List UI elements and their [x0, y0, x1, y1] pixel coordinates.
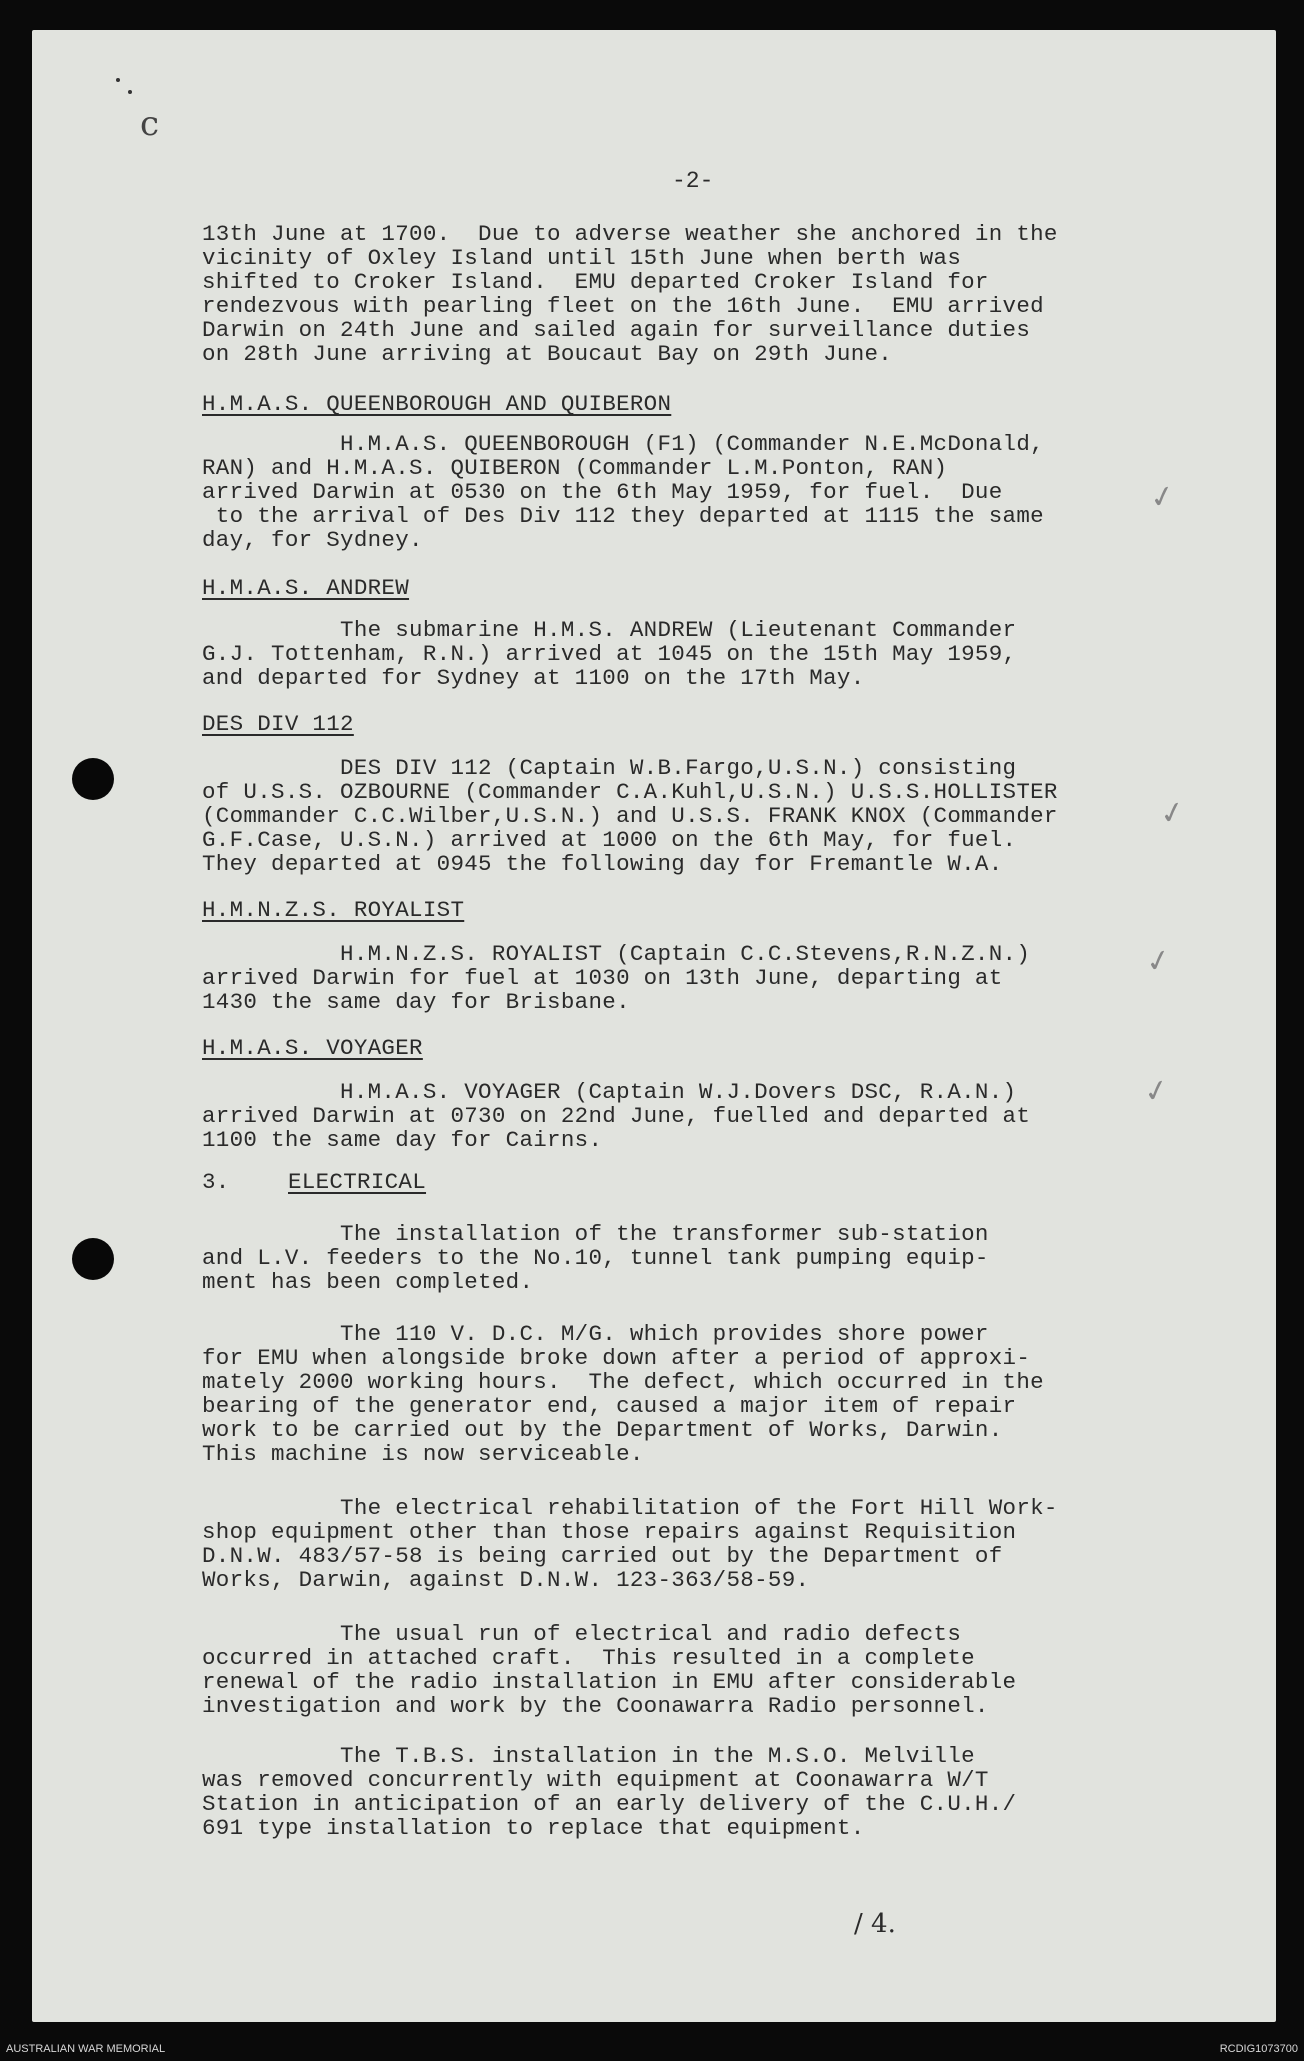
text-line: 13th June at 1700. Due to adverse weather she anchored in the — [202, 221, 1058, 247]
section-heading: H.M.A.S. ANDREW — [202, 575, 410, 601]
text-line: (Commander C.C.Wilber,U.S.N.) and U.S.S. FRANK KNOX (Commander — [202, 803, 1058, 829]
text-line: H.M.A.S. QUEENBOROUGH (F1) (Commander N.E.McDonald, — [202, 431, 1044, 457]
page-number: -2- — [672, 168, 714, 194]
text-line: 1430 the same day for Brisbane. — [202, 989, 630, 1015]
text-line: The installation of the transformer sub-station — [202, 1221, 989, 1247]
text-line: arrived Darwin at 0530 on the 6th May 1959, for fuel. Due — [202, 479, 1003, 505]
text-line: bearing of the generator end, caused a major item of repair — [202, 1393, 1017, 1419]
check-mark: ✓ — [1156, 793, 1189, 834]
text-line: work to be carried out by the Department of Works, Darwin. — [202, 1417, 1003, 1443]
text-line: They departed at 0945 the following day for Fremantle W.A. — [202, 851, 1003, 877]
text-line: 3. — [202, 1169, 230, 1195]
text-line: The usual run of electrical and radio defects — [202, 1621, 962, 1647]
section-heading: H.M.A.S. QUEENBOROUGH AND QUIBERON — [202, 391, 672, 417]
section-heading: H.M.A.S. VOYAGER — [202, 1035, 423, 1061]
text-line: rendezvous with pearling fleet on the 16th June. EMU arrived — [202, 293, 1044, 319]
text-line: arrived Darwin for fuel at 1030 on 13th June, departing at — [202, 965, 1003, 991]
footer-archive-name: AUSTRALIAN WAR MEMORIAL — [6, 2043, 166, 2055]
text-line: was removed concurrently with equipment at Coonawarra W/T — [202, 1767, 989, 1793]
text-line: vicinity of Oxley Island until 15th June when berth was — [202, 245, 962, 271]
text-line: and L.V. feeders to the No.10, tunnel tank pumping equip- — [202, 1245, 989, 1271]
check-mark: ✓ — [1146, 477, 1179, 518]
text-line: investigation and work by the Coonawarra Radio personnel. — [202, 1693, 989, 1719]
ink-dot — [116, 78, 120, 82]
text-line: This machine is now serviceable. — [202, 1441, 644, 1467]
text-line: to the arrival of Des Div 112 they departed at 1115 the same — [202, 503, 1044, 529]
text-line: Works, Darwin, against D.N.W. 123-363/58-59. — [202, 1567, 810, 1593]
section-heading: ELECTRICAL — [288, 1169, 427, 1195]
text-line: G.F.Case, U.S.N.) arrived at 1000 on the 6th May, for fuel. — [202, 827, 1017, 853]
text-line: 691 type installation to replace that equipment. — [202, 1815, 865, 1841]
text-line: ment has been completed. — [202, 1269, 534, 1295]
text-line: occurred in attached craft. This resulted in a complete — [202, 1645, 975, 1671]
text-line: Station in anticipation of an early delivery of the C.U.H./ — [202, 1791, 1017, 1817]
text-line: The T.B.S. installation in the M.S.O. Melville — [202, 1743, 975, 1769]
ink-dot — [128, 90, 132, 94]
archive-footer — [0, 2040, 1304, 2061]
text-line: D.N.W. 483/57-58 is being carried out by the Department of — [202, 1543, 1003, 1569]
text-line: renewal of the radio installation in EMU after considerable — [202, 1669, 1017, 1695]
text-line: RAN) and H.M.A.S. QUIBERON (Commander L.M.Ponton, RAN) — [202, 455, 948, 481]
text-line: H.M.N.Z.S. ROYALIST (Captain C.C.Stevens,R.N.Z.N.) — [202, 941, 1031, 967]
section-heading: DES DIV 112 — [202, 711, 354, 737]
text-line: shop equipment other than those repairs against Requisition — [202, 1519, 1017, 1545]
text-line: arrived Darwin at 0730 on 22nd June, fuelled and departed at — [202, 1103, 1031, 1129]
text-line: mately 2000 working hours. The defect, which occurred in the — [202, 1369, 1044, 1395]
text-line: H.M.A.S. VOYAGER (Captain W.J.Dovers DSC, R.A.N.) — [202, 1079, 1017, 1105]
check-mark: ✓ — [1140, 1071, 1173, 1112]
section-heading: H.M.N.Z.S. ROYALIST — [202, 897, 465, 923]
check-mark: ✓ — [1142, 941, 1175, 982]
punch-hole-top — [72, 758, 114, 800]
text-line: shifted to Croker Island. EMU departed Croker Island for — [202, 269, 989, 295]
text-line: Darwin on 24th June and sailed again for surveillance duties — [202, 317, 1031, 343]
text-line: The 110 V. D.C. M/G. which provides shore power — [202, 1321, 989, 1347]
text-line: for EMU when alongside broke down after a period of approxi- — [202, 1345, 1031, 1371]
text-line: DES DIV 112 (Captain W.B.Fargo,U.S.N.) consisting — [202, 755, 1017, 781]
footer-record-id: RCDIG1073700 — [1219, 2043, 1298, 2055]
punch-hole-bottom — [72, 1238, 114, 1280]
text-line: and departed for Sydney at 1100 on the 17th May. — [202, 665, 865, 691]
text-line: 1100 the same day for Cairns. — [202, 1127, 603, 1153]
handwritten-mark: c — [140, 104, 160, 144]
continuation-reference: / 4. — [854, 1909, 896, 1939]
text-line: of U.S.S. OZBOURNE (Commander C.A.Kuhl,U.S.N.) U.S.S.HOLLISTER — [202, 779, 1058, 805]
text-line: The electrical rehabilitation of the Fort Hill Work- — [202, 1495, 1058, 1521]
text-line: day, for Sydney. — [202, 527, 423, 553]
text-line: G.J. Tottenham, R.N.) arrived at 1045 on the 15th May 1959, — [202, 641, 1017, 667]
text-line: The submarine H.M.S. ANDREW (Lieutenant Commander — [202, 617, 1017, 643]
text-line: on 28th June arriving at Boucaut Bay on 29th June. — [202, 341, 893, 367]
